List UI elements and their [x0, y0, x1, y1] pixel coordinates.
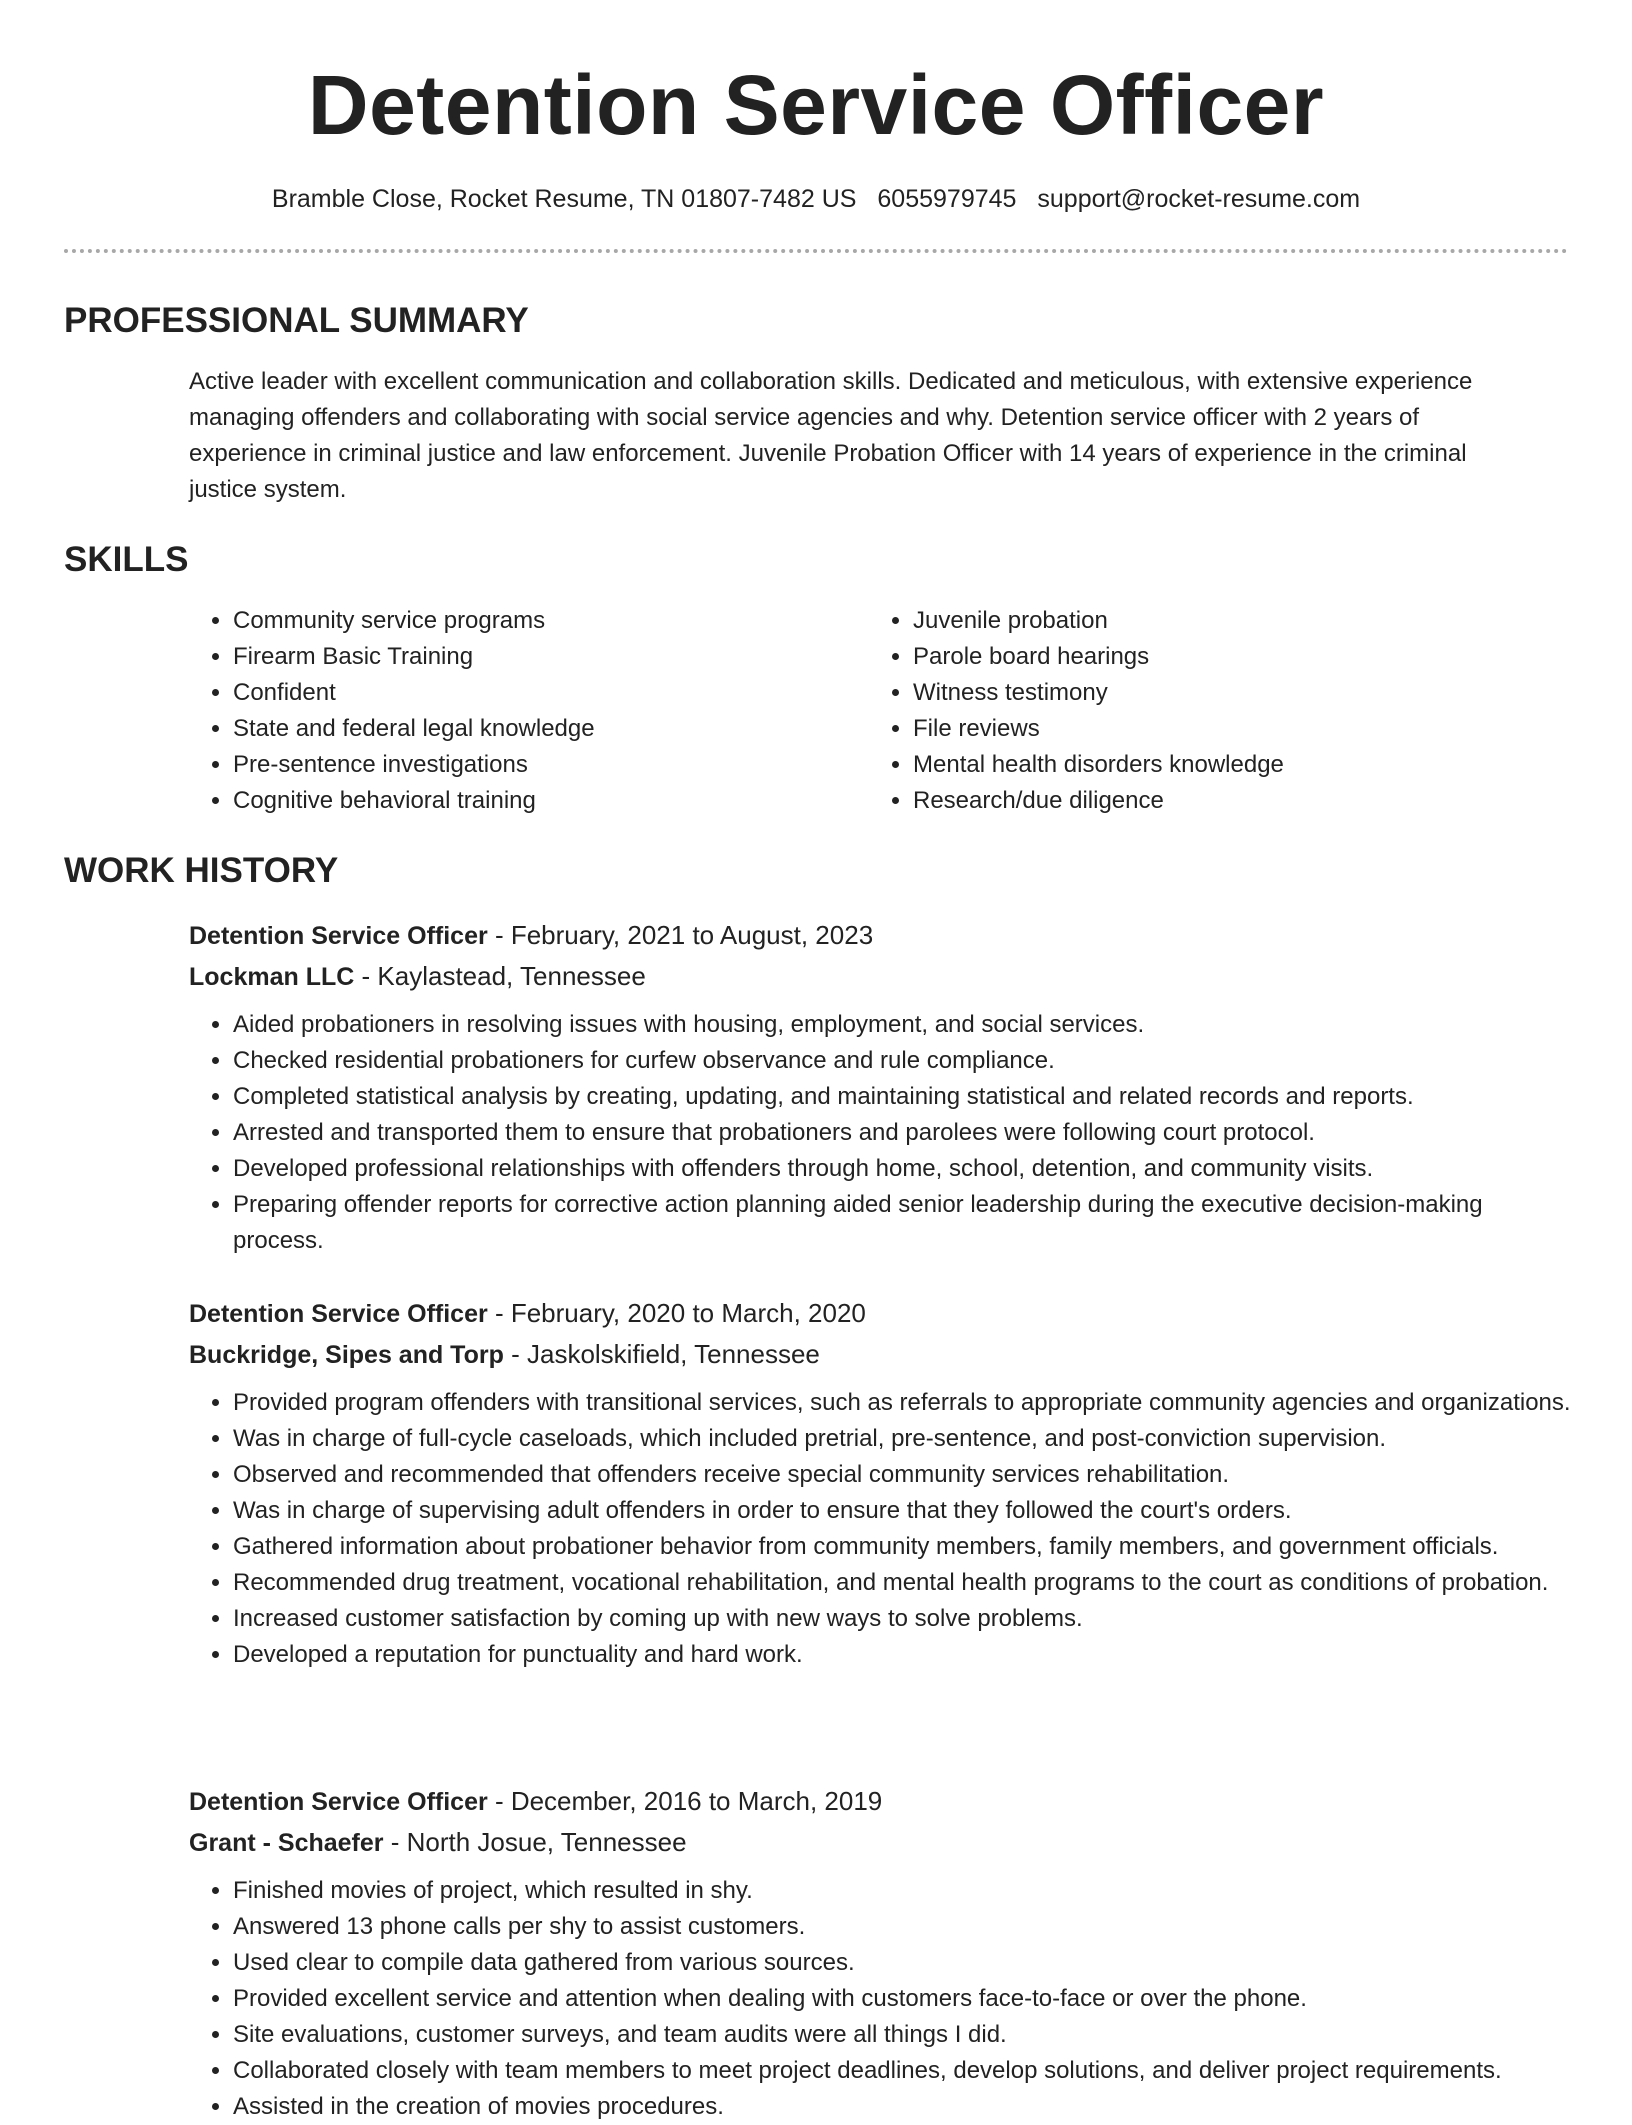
job-bullets: [189, 1873, 1579, 2125]
job-bullet: • Checked residential probationers for curfew observance and rule compliance.: [233, 1043, 1579, 1079]
skill-item: • Community service programs: [233, 603, 869, 639]
job-bullet: • Provided excellent service and attention when dealing with customers face-to-face or over the phone.: [233, 1981, 1579, 2017]
skill-item: • Pre-sentence investigations: [233, 747, 869, 783]
skills-list-left: [189, 603, 869, 819]
job-location: - Jaskolskifield, Tennessee: [503, 1339, 820, 1369]
job-bullet: • Answered 13 phone calls per shy to assist customers.: [233, 1909, 1579, 1945]
job-role: Detention Service Officer: [189, 922, 488, 950]
skills-heading: SKILLS: [64, 540, 189, 579]
job-bullet: • Was in charge of full-cycle caseloads, which included pretrial, pre-sentence, and post-conviction supervision.: [233, 1421, 1579, 1457]
job-bullet: • Increased customer satisfaction by coming up with new ways to solve problems.: [233, 1601, 1579, 1637]
job-company: Grant - Schaefer: [189, 1829, 384, 1857]
skill-item: • Parole board hearings: [913, 639, 1549, 675]
job-entry: [189, 1781, 1579, 2125]
job-bullet: • Arrested and transported them to ensure that probationers and parolees were following court protocol.: [233, 1115, 1579, 1151]
job-bullet: • Assisted in the creation of movies procedures.: [233, 2089, 1579, 2125]
job-bullet: • Collaborated closely with team members to meet project deadlines, develop solutions, and deliver project requirements.: [233, 2053, 1579, 2089]
skill-item: • Juvenile probation: [913, 603, 1549, 639]
job-location: - Kaylastead, Tennessee: [354, 961, 646, 991]
work-history-heading: WORK HISTORY: [64, 851, 339, 890]
contact-address: Bramble Close, Rocket Resume, TN 01807-7482 US: [271, 185, 857, 213]
job-bullet: • Observed and recommended that offenders receive special community services rehabilitation.: [233, 1457, 1579, 1493]
skill-item: • File reviews: [913, 711, 1549, 747]
skill-item: • Witness testimony: [913, 675, 1549, 711]
job-entry: [189, 1293, 1579, 1673]
skill-item: • Confident: [233, 675, 869, 711]
job-bullet: • Site evaluations, customer surveys, and team audits were all things I did.: [233, 2017, 1579, 2053]
resume-name: Detention Service Officer: [307, 58, 1325, 152]
job-bullets: [189, 1385, 1579, 1673]
skill-item: • Research/due diligence: [913, 783, 1549, 819]
job-bullet: • Was in charge of supervising adult offenders in order to ensure that they followed the court's orders.: [233, 1493, 1579, 1529]
job-title-line: [189, 915, 1579, 956]
job-role: Detention Service Officer: [189, 1788, 488, 1816]
job-bullet: • Aided probationers in resolving issues with housing, employment, and social services.: [233, 1007, 1579, 1043]
job-dates: - February, 2020 to March, 2020: [487, 1298, 866, 1328]
job-bullet: • Developed a reputation for punctuality and hard work.: [233, 1637, 1579, 1673]
job-company-line: [189, 956, 1579, 997]
skill-item: • Cognitive behavioral training: [233, 783, 869, 819]
skill-item: • Mental health disorders knowledge: [913, 747, 1549, 783]
job-title-line: [189, 1293, 1579, 1334]
job-dates: - December, 2016 to March, 2019: [487, 1786, 883, 1816]
job-bullet: • Gathered information about probationer behavior from community members, family members, and government officials.: [233, 1529, 1579, 1565]
job-entry: [189, 915, 1579, 1259]
skill-item: • Firearm Basic Training: [233, 639, 869, 675]
skills-list-right: [869, 603, 1549, 819]
skill-item: • State and federal legal knowledge: [233, 711, 869, 747]
job-dates: - February, 2021 to August, 2023: [487, 920, 874, 950]
contact-email: support@rocket-resume.com: [1037, 185, 1361, 213]
job-bullets: [189, 1007, 1579, 1259]
job-bullet: • Finished movies of project, which resulted in shy.: [233, 1873, 1579, 1909]
job-location: - North Josue, Tennessee: [383, 1827, 687, 1857]
contact-phone: 6055979745: [877, 185, 1017, 213]
job-company-line: [189, 1822, 1579, 1863]
job-company: Buckridge, Sipes and Torp: [189, 1341, 504, 1369]
job-title-line: [189, 1781, 1579, 1822]
job-bullet: • Provided program offenders with transitional services, such as referrals to appropriate community agencies and organizations.: [233, 1385, 1579, 1421]
job-bullet: • Preparing offender reports for corrective action planning aided senior leadership during the executive decision-making process.: [233, 1187, 1579, 1259]
skills-columns: [189, 603, 1569, 819]
job-company: Lockman LLC: [189, 963, 355, 991]
summary-heading: PROFESSIONAL SUMMARY: [64, 301, 529, 340]
header-divider: [64, 249, 1568, 253]
contact-line: [0, 182, 1632, 216]
job-bullet: • Used clear to compile data gathered from various sources.: [233, 1945, 1579, 1981]
job-bullet: • Completed statistical analysis by creating, updating, and maintaining statistical and related records and reports.: [233, 1079, 1579, 1115]
summary-text: Active leader with excellent communication and collaboration skills. Dedicated and meticulous, with extensive experience managing offenders and collaborating with social service agencies and why. Detention service officer with 2 years of experience in criminal justice and law enforcement. Juvenile Probation Officer with 14 years of experience in the criminal justice system.: [189, 368, 1473, 503]
job-bullet: • Developed professional relationships with offenders through home, school, detention, and community visits.: [233, 1151, 1579, 1187]
job-role: Detention Service Officer: [189, 1300, 488, 1328]
job-company-line: [189, 1334, 1579, 1375]
job-bullet: • Recommended drug treatment, vocational rehabilitation, and mental health programs to the court as conditions of probation.: [233, 1565, 1579, 1601]
